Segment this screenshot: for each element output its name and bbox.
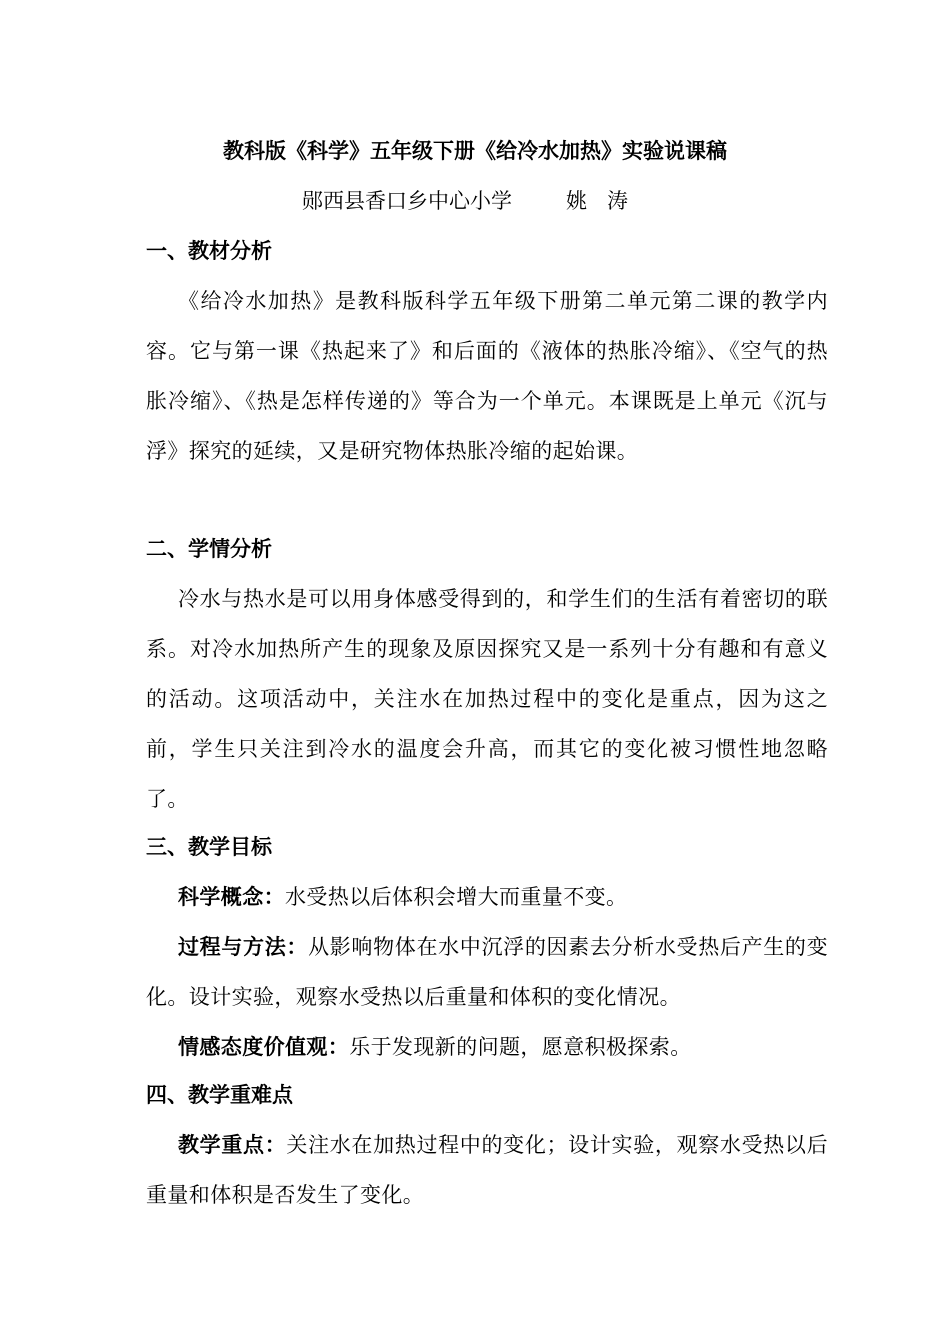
- paragraph-science-concept: [146, 872, 828, 922]
- section-heading-textbook-analysis: 一、教材分析: [146, 238, 272, 263]
- document-title: 教科版《科学》五年级下册《给冷水加热》实验说课稿: [223, 138, 727, 163]
- paragraph-process-method: [146, 922, 828, 1022]
- paragraph-text: 从影响物体在水中沉浮的因素去分析水受热后产生的变化。设计实验，观察水受热以后重量和体积的变化情况。: [146, 935, 828, 1009]
- paragraph-attitude-values: [146, 1022, 828, 1072]
- paragraph-label: 情感态度价值观：: [178, 1034, 350, 1059]
- section-heading-teaching-goals: 三、教学目标: [146, 834, 272, 859]
- paragraph-text: 乐于发现新的问题，愿意积极探索。: [349, 1035, 692, 1059]
- document-byline: [0, 186, 950, 216]
- paragraph-student-analysis: [146, 574, 828, 824]
- paragraph-label: 科学概念：: [178, 884, 285, 909]
- paragraph-textbook-analysis: [146, 276, 828, 476]
- paragraph-label: 教学重点：: [178, 1132, 287, 1157]
- paragraph-text: 《给冷水加热》是教科版科学五年级下册第二单元第二课的教学内容。它与第一课《热起来了》和后面的《液体的热胀冷缩》、《空气的热胀冷缩》、《热是怎样传递的》等合为一个单元。本课既是上单元《沉与浮》探究的延续，又是研究物体热胀冷缩的起始课。: [146, 289, 828, 463]
- paragraph-text: 冷水与热水是可以用身体感受得到的，和学生们的生活有着密切的联系。对冷水加热所产生的现象及原因探究又是一系列十分有趣和有意义的活动。这项活动中，关注水在加热过程中的变化是重点，因为这之前，学生只关注到冷水的温度会升高，而其它的变化被习惯性地忽略了。: [146, 587, 828, 811]
- author-name: 姚涛: [566, 189, 648, 213]
- section-heading-key-points: 四、教学重难点: [146, 1082, 293, 1107]
- paragraph-text: 关注水在加热过程中的变化；设计实验，观察水受热以后重量和体积是否发生了变化。: [146, 1133, 829, 1207]
- section-heading-student-analysis: 二、学情分析: [146, 536, 272, 561]
- paragraph-text: 水受热以后体积会增大而重量不变。: [285, 885, 628, 909]
- paragraph-key-points: [146, 1120, 828, 1220]
- school-name: 郧西县香口乡中心小学: [302, 189, 512, 213]
- paragraph-label: 过程与方法：: [178, 934, 309, 959]
